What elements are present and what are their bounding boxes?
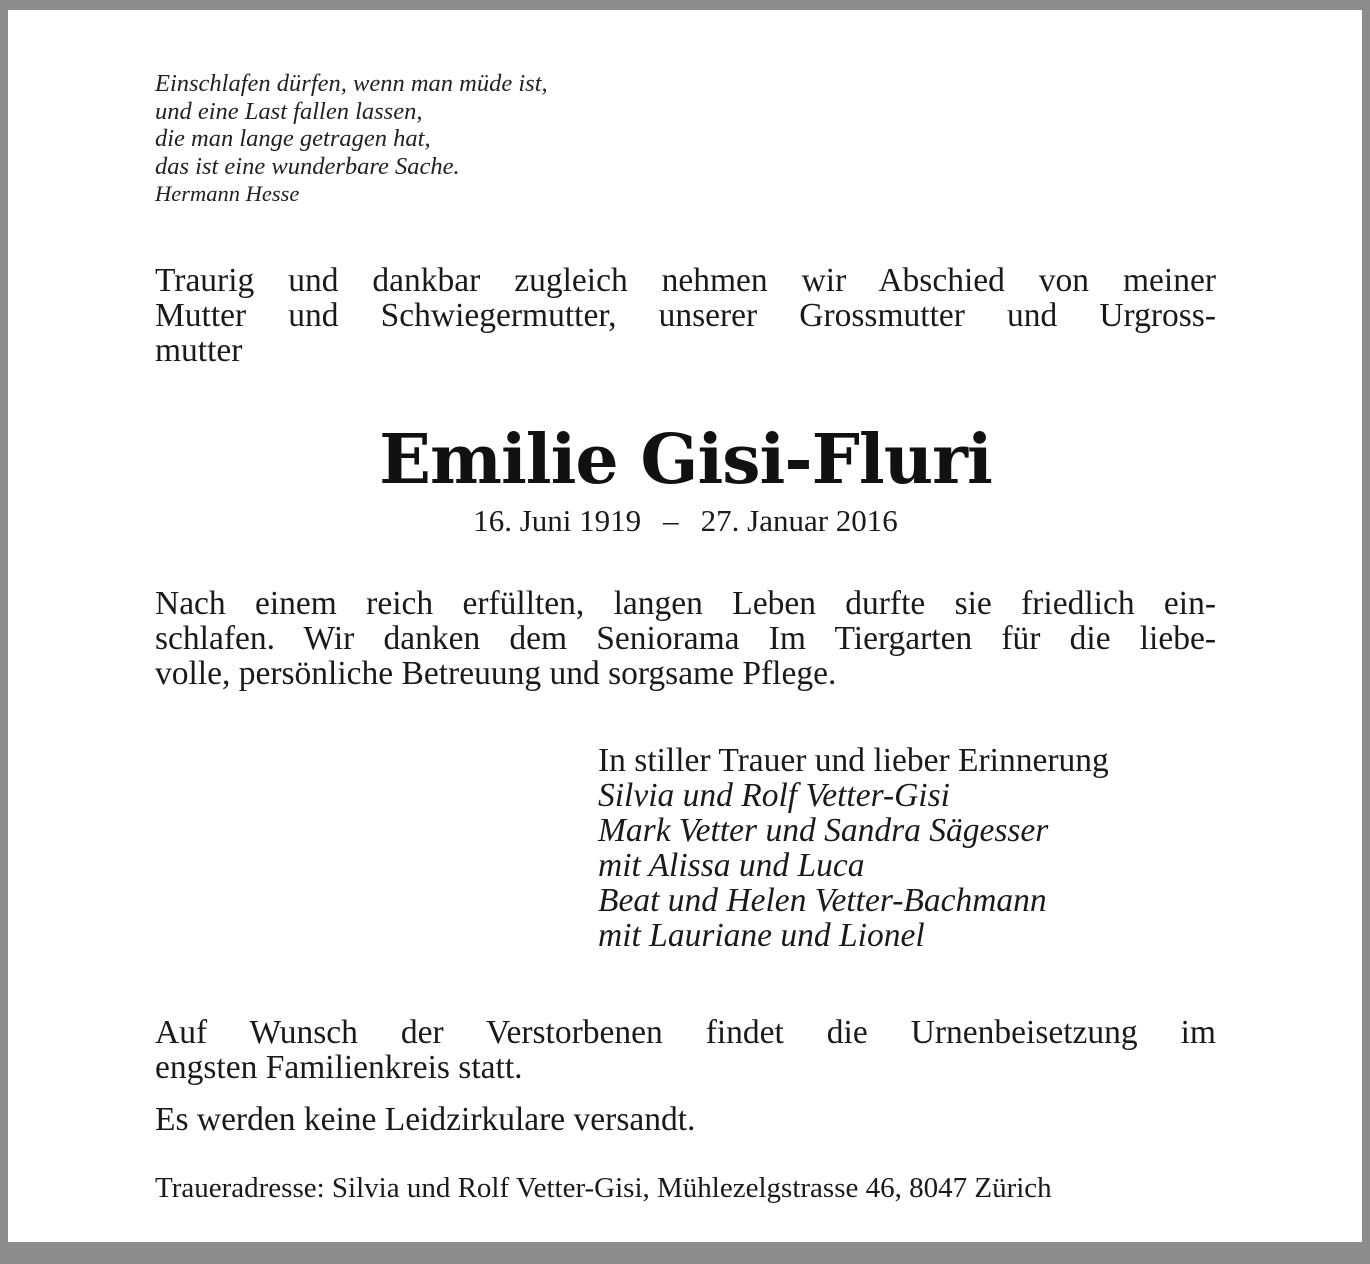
intro-line: mutter (155, 332, 243, 369)
mourners-block (598, 743, 1109, 953)
quote-author: Hermann Hesse (155, 181, 300, 206)
mourner-name: Mark Vetter und Sandra Sägesser (598, 812, 1049, 849)
birth-date: 16. Juni 1919 (473, 503, 642, 538)
intro-text (155, 263, 1216, 368)
paragraph-line: engsten Familienkreis statt. (155, 1049, 523, 1086)
paragraph-line: Nach einem reich erfüllten, langen Leben durfte sie friedlich ein- (155, 585, 1216, 622)
obituary-page (8, 10, 1362, 1242)
quote-line: das ist eine wunderbare Sache. (155, 152, 460, 180)
intro-line: Mutter und Schwiegermutter, unserer Grossmutter und Urgross- (155, 297, 1216, 334)
no-circulars-paragraph (155, 1102, 1216, 1137)
deceased-name: Emilie Gisi-Fluri (379, 420, 992, 500)
quote-line: Einschlafen dürfen, wenn man müde ist, (155, 70, 548, 97)
gratitude-paragraph (155, 586, 1216, 691)
mourning-address: Traueradresse: Silvia und Rolf Vetter-Gisi, Mühlezelgstrasse 46, 8047 Zürich (155, 1172, 1052, 1204)
mourner-name: Silvia und Rolf Vetter-Gisi (598, 777, 950, 814)
paragraph-line: Es werden keine Leidzirkulare versandt. (155, 1101, 696, 1138)
paragraph-line: volle, persönliche Betreuung und sorgsame Pflege. (155, 655, 837, 692)
quote-line: und eine Last fallen lassen, (155, 97, 423, 125)
mourner-name: mit Lauriane und Lionel (598, 917, 925, 954)
paragraph-line: schlafen. Wir danken dem Seniorama Im Tiergarten für die liebe- (155, 620, 1216, 657)
intro-line: Traurig und dankbar zugleich nehmen wir Abschied von meiner (155, 262, 1216, 299)
mourner-name: Beat und Helen Vetter-Bachmann (598, 882, 1047, 919)
paragraph-line: Auf Wunsch der Verstorbenen findet die Urnenbeisetzung im (155, 1014, 1216, 1051)
mourners-heading: In stiller Trauer und lieber Erinnerung (598, 742, 1109, 779)
mourner-name: mit Alissa und Luca (598, 847, 865, 884)
life-dates (155, 503, 1216, 539)
quote-line: die man lange getragen hat, (155, 125, 431, 152)
death-date: 27. Januar 2016 (700, 503, 898, 538)
date-separator: – (663, 503, 679, 538)
burial-paragraph (155, 1015, 1216, 1085)
hesse-quote (155, 70, 548, 208)
